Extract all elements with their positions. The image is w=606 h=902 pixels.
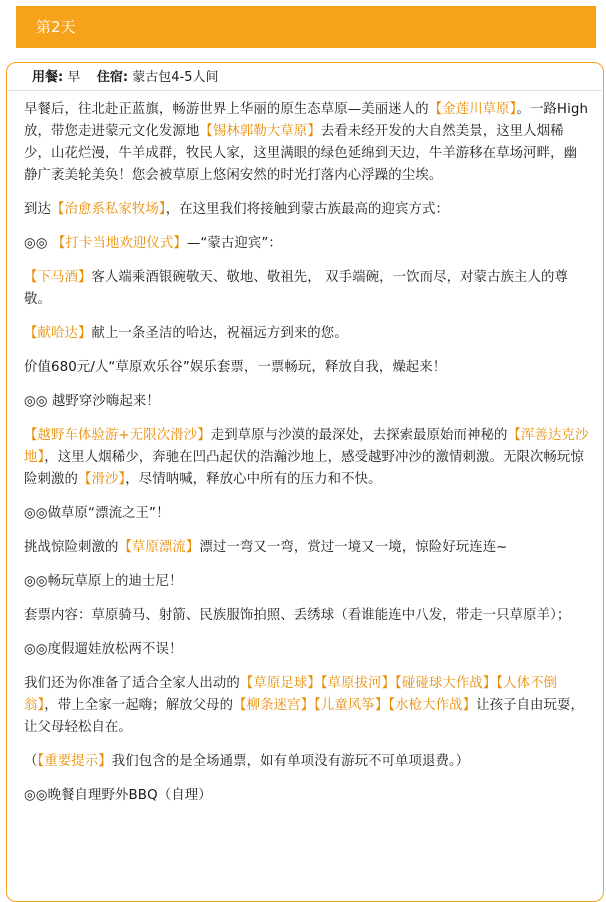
- paragraph: [24, 639, 590, 661]
- highlight-term: 【滑沙】: [77, 472, 126, 487]
- highlight-term: 【儿童风筝】: [314, 698, 389, 713]
- paragraph: [24, 323, 590, 345]
- paragraph-text: 早餐后，往北赴正蓝旗，畅游世界上华丽的原生态草原—美丽迷人的: [24, 102, 429, 117]
- paragraph-text: ◎◎畅玩草原上的迪士尼！: [24, 574, 183, 589]
- meal-stay-info: [32, 68, 218, 88]
- paragraph-text: （: [24, 754, 38, 769]
- paragraph-text: 漂过一弯又一弯，赏过一境又一境，惊险好玩连连~: [199, 540, 508, 555]
- paragraph: [24, 391, 590, 413]
- highlight-term: 【浑善达克沙地】: [24, 428, 589, 465]
- paragraph-text: 挑战惊险刺激的: [24, 540, 119, 555]
- paragraph-text: 我们包含的是全场通票，如有单项没有游玩不可单项退费。）: [111, 754, 470, 769]
- paragraph: [24, 751, 590, 773]
- highlight-term: 【打卡当地欢迎仪式】: [51, 236, 187, 251]
- paragraph: [24, 673, 590, 739]
- highlight-term: 【草原拔河】: [320, 676, 396, 691]
- paragraph: [24, 99, 590, 187]
- stay-label: 住宿:: [96, 70, 129, 85]
- highlight-term: 【人体不倒翁】: [24, 676, 558, 713]
- paragraph-text: 我们还为你准备了适合全家人出动的: [24, 676, 240, 691]
- day-title: 第2天: [36, 18, 76, 36]
- highlight-term: 【锡林郭勒大草原】: [199, 124, 321, 139]
- paragraph-text: ，带上全家一起嗨；解放父母的: [44, 698, 234, 713]
- paragraph: [24, 425, 590, 491]
- meal-value: 早: [67, 70, 81, 85]
- highlight-term: 【碰碰球大作战】: [395, 676, 497, 691]
- paragraph-text: ◎◎: [24, 236, 52, 251]
- paragraph: [24, 503, 590, 525]
- paragraph: [24, 199, 590, 221]
- paragraph: [24, 571, 590, 593]
- paragraph-text: ，在这里我们将接触到蒙古族最高的迎宾方式：: [165, 202, 450, 217]
- paragraph: [24, 537, 590, 559]
- highlight-term: 【越野车体验游+无限次滑沙】: [24, 428, 211, 443]
- paragraph-text: 让孩子自由玩耍，让父母轻松自在。: [24, 698, 585, 735]
- highlight-term: 【重要提示】: [37, 754, 112, 769]
- paragraph-text: ◎◎ 越野穿沙嗨起来！: [24, 394, 160, 409]
- highlight-term: 【金莲川草原】: [428, 102, 517, 117]
- paragraph: [24, 785, 590, 807]
- paragraph-text: ，尽情呐喊，释放心中所有的压力和不快。: [125, 472, 382, 487]
- paragraph: [24, 267, 590, 311]
- divider: [8, 90, 602, 91]
- paragraph-text: 客人端乘酒银碗敬天、敬地、敬祖先， 双手端碗，一饮而尽，对蒙古族主人的尊敬。: [24, 270, 568, 307]
- paragraph-text: 套票内容：草原骑马、射箭、民族服饰拍照、丢绣球（看谁能连中八发，带走一只草原羊）；: [24, 608, 571, 623]
- paragraph: [24, 605, 590, 627]
- highlight-term: 【柳条迷宫】: [233, 698, 315, 713]
- paragraph: [24, 357, 590, 379]
- paragraph-text: ◎◎晚餐自理野外BBQ（自理）: [24, 788, 212, 803]
- paragraph-text: —“蒙古迎宾”：: [186, 236, 282, 251]
- meal-label: 用餐:: [32, 70, 64, 85]
- itinerary-content: [24, 99, 590, 819]
- paragraph-text: ◎◎做草原“漂流之王”！: [24, 506, 170, 521]
- highlight-term: 【治愈系私家牧场】: [50, 202, 166, 217]
- highlight-term: 【下马酒】: [24, 270, 92, 285]
- paragraph-text: 走到草原与沙漠的最深处，去探索最原始而神秘的: [210, 428, 508, 443]
- paragraph: [24, 233, 590, 255]
- stay-value: 蒙古包4-5人间: [132, 70, 219, 85]
- paragraph-text: 献上一条圣洁的哈达，祝福远方到来的您。: [91, 326, 348, 341]
- highlight-term: 【献哈达】: [24, 326, 92, 341]
- paragraph-text: 。一路High放，带您走进蒙元文化发源地: [24, 102, 589, 139]
- day-header: [16, 6, 596, 48]
- paragraph-text: ，这里人烟稀少，奔驰在凹凸起伏的浩瀚沙地上，感受越野冲沙的激情刺激。无限次畅玩惊险刺激的: [24, 450, 584, 487]
- paragraph-text: 去看未经开发的大自然美景，这里人烟稀少，山花烂漫，牛羊成群，牧民人家，这里满眼的绿色延绵到天边，牛羊游移在草场河畔，幽静广袤美轮美奂！您会被草原上悠闲安然的时光打落内心浮躁的尘埃。: [24, 124, 578, 183]
- paragraph-text: ◎◎度假遛娃放松两不误！: [24, 642, 183, 657]
- paragraph-text: 价值680元/人“草原欢乐谷”娱乐套票，一票畅玩，释放自我，燥起来！: [24, 360, 447, 375]
- highlight-term: 【水枪大作战】: [388, 698, 477, 713]
- paragraph-text: 到达: [24, 202, 51, 217]
- highlight-term: 【草原足球】: [239, 676, 321, 691]
- highlight-term: 【草原漂流】: [118, 540, 200, 555]
